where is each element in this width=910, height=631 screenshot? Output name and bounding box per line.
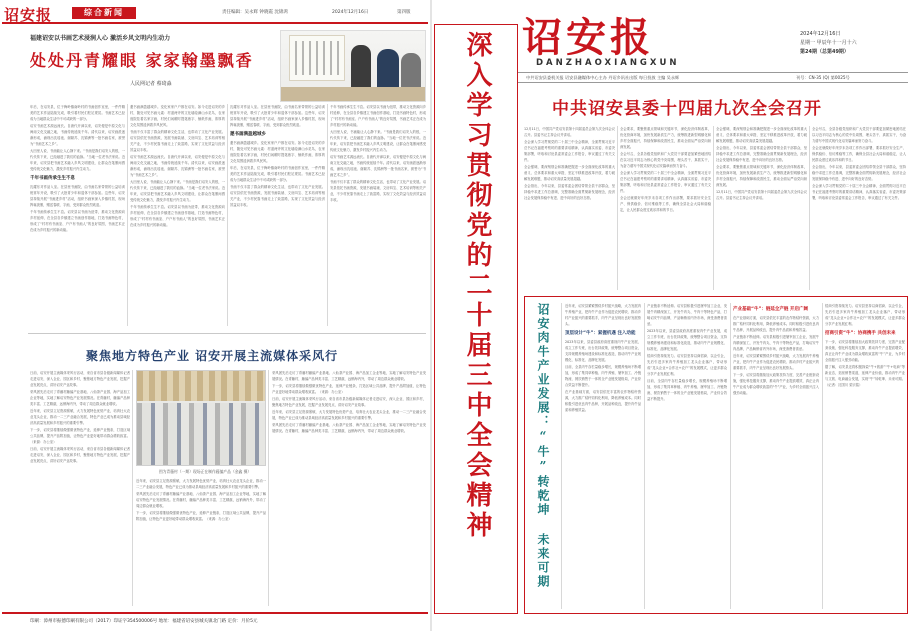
feature-byline: 人民网记者 蔡琦淼 xyxy=(130,81,172,87)
cattle-subhead: 产业基础“牛”：链延全产链 开启广阔 xyxy=(733,307,808,312)
feature-para: 大田里人说，书画能让人心静下来。“书画是我们诏安人的根，一代代传下来，已经融进了我们的血脉。”当地一位老书法家说。近年来，诏安县把书画艺术融入乡风文明建设，让群众在笔墨间感受传统文化魅力，激发乡村振兴内生动力。 xyxy=(130,180,225,202)
right-page xyxy=(432,0,910,631)
cattle-para: 下一步，诏安县将继续加大政策扶持力度，完善产业配套设施，强化科技服务支撑，推动肉牛产业提质增效，真正让肉牛产业成为群众增收致富的“牛”产业，为乡村全面振兴注入强劲动能。 xyxy=(825,340,905,362)
lead-para: 全会指出，今年以来，县委常委会团结带领全县干部群众，坚持稳中求进工作总基调，完整准确全面贯彻新发展理念，经济社会发展保持稳中有进、进中向好的良好态势。 xyxy=(812,165,906,181)
industry-para: 采风团先后走访了青藤村藤编产业基地、八仙茶产业园、海产品加工企业等地，实地了解诏安特色产业发展情况。在青藤村，藤编产品种类丰富、工艺精湛，远销海内外，带动了周边群众就业增收。 xyxy=(30,390,130,406)
feature-para: 书画不仅丰富了群众的精神文化生活，也带动了文化产业发展。诏安县依托书画资源，发展书画装裱、文房四宝、艺术培训等相关产业，不少村民靠书画走上了致富路，实现了文化效益与经济效益双丰收。 xyxy=(130,130,225,152)
section-tag: 综合新闻 xyxy=(72,7,136,19)
industry-photo xyxy=(136,370,266,466)
lead-para: 全会还就做好年终岁末各项工作作出部署，要求抓好安全生产、保供稳价、信访维稳等工作，确保全县社会大局和谐稳定，让人民群众度过欢乐祥和的节日。 xyxy=(620,196,711,212)
feature-col-1 xyxy=(30,104,125,326)
feature-col-4 xyxy=(330,104,426,326)
lead-para: 全会强调，要深刻领会和准确把握进一步全面深化改革的重大意义、总体要求和重大举措，坚定不移推进改革开放，着力破解发展难题，推动诏安高质量发展超越。 xyxy=(524,165,615,181)
cattle-para: 产业链条不断延伸。诏安县积极引进屠宰加工企业，发展牛肉精深加工，开发牛肉丸、牛肉干等特色产品，打响诏安牛肉品牌，产品畅销省内外市场，深受消费者喜爱。 xyxy=(733,335,819,351)
industry-para: 近年来，诏安县立足资源禀赋，大力发展特色优势产业，培育壮大农业龙头企业，推动一二三产业融合发展，特色产业已成为推动县域经济高质量发展和乡村振兴的重要引擎。 xyxy=(136,479,266,489)
feature-para: 邀书画满盈越城乡。变化家家户户都在诏安。如今走进诏安的乡村，随处可见书画元素：村道两旁的文化墙绘满山水花鸟，农家庭院挂着名家字画，村民们闲暇时提笔练字、铺纸作画，浓厚的文化氛围浸润着乡风民风。 xyxy=(130,105,225,127)
lead-para: 全会号召，全县各级党组织和广大党员干部要更加紧密地团结在以习近平同志为核心的党中央周围，埋头苦干、真抓实干，为奋力谱写中国式现代化诏安篇章而努力奋斗。 xyxy=(812,127,906,143)
cattle-col-3 xyxy=(733,303,819,609)
photo-table xyxy=(281,87,426,102)
cattle-section xyxy=(524,296,908,614)
feature-para: 诏安书画艺术源远流长。自唐代开漳以来，诏安便是中原文化与闽南文化交融之地，书画传统延续千年。清代以来，诏安画派逐渐形成，涌现出沈瑶池、谢颖苏、沈锦洲等一批书画名家，被誉为“书画艺术之乡”。 xyxy=(130,155,225,177)
industry-para: 日前，诏安开展主流媒体采风行活动，来自省市县各级新闻媒体记者走进诏安，深入企业、园区和乡村，聚焦地方特色产业发展，挖掘产业发展亮点，讲好诏安产业故事。 xyxy=(272,397,426,407)
cattle-col-2 xyxy=(647,303,727,609)
left-logo: 诏安报 xyxy=(4,6,53,24)
feature-kicker: 福建诏安以书画艺术浸润人心 激活乡风文明内生动力 xyxy=(30,35,171,42)
banner-serial: 刊号：CN-35 (Q) 第0025号 xyxy=(796,75,850,80)
cattle-col-1 xyxy=(565,303,641,609)
issue-no: 第24期（总第49期） xyxy=(800,49,849,55)
lead-para: 全会指出，今年以来，县委常委会团结带领全县干部群众，坚持稳中求进工作总基调，完整准确全面贯彻新发展理念，经济社会发展保持稳中有进、进中向好的良好态势。 xyxy=(524,184,615,200)
slogan-box xyxy=(434,24,518,614)
industry-col-3 xyxy=(272,370,426,606)
cattle-para: 招商引资持续发力。诏安县坚持以商招商、以企引企，先后引进多家肉牛养殖加工龙头企业落户，带动形成“龙头企业+合作社+农户”的发展模式，让更多群众分享产业发展红利。 xyxy=(647,354,727,376)
feature-col-3 xyxy=(230,104,325,326)
lead-col-1 xyxy=(524,126,615,290)
feature-para: 诏安书画艺术源远流长。自唐代开漳以来，诏安便是中原文化与闽南文化交融之地，书画传统延续千年。清代以来，诏安画派逐渐形成，涌现出沈瑶池、谢颖苏、沈锦洲等一批书画名家，被誉为“书画艺术之乡”。 xyxy=(30,124,125,146)
photo-shelf xyxy=(137,371,266,401)
feature-para: 书画不仅丰富了群众的精神文化生活，也带动了文化产业发展。诏安县依托书画资源，发展书画装裱、文房四宝、艺术培训等相关产业，不少村民靠书画走上了致富路，实现了文化效益与经济效益双丰收。 xyxy=(330,180,426,202)
lead-col-3 xyxy=(716,126,807,290)
cattle-para: 近年来，诏安县紧紧围绕乡村振兴战略，大力发展肉牛养殖产业，把肉牛产业作为促进农民增收、推动乡村产业振兴的重要抓手，肉牛产业呈现出良好发展势头。 xyxy=(733,354,819,370)
feature-para: 书画不仅丰富了群众的精神文化生活，也带动了文化产业发展。诏安县依托书画资源，发展书画装裱、文房四宝、艺术培训等相关产业，不少村民靠书画走上了致富路，实现了文化效益与经济效益双丰收。 xyxy=(230,185,325,207)
lead-para: 12月11日，中国共产党诏安县第十四届委员会第九次全体会议召开。县委书记主持会议并讲话。 xyxy=(524,127,615,137)
feature-para: 年后，在诏安县，位于梅岭镇南岭村的书画创作室里，一件件精美的艺术作品陆续完成，吸引着村民们驻足观赏。书画艺术已经成为当地群众生活中不可或缺的一部分。 xyxy=(230,166,325,182)
cattle-subhead: 招商引资“牛”：协商携手 共创未来 xyxy=(825,331,896,336)
industry-para: 日前，诏安开展主流媒体采风行活动，来自省市县各级新闻媒体记者走进诏安，深入企业、园区和乡村，聚焦地方特色产业发展，挖掘产业发展亮点，讲好诏安产业故事。 xyxy=(30,447,130,463)
cattle-para: 产业链条不断延伸。诏安县积极引进屠宰加工企业，发展牛肉精深加工，开发牛肉丸、牛肉干等特色产品，打响诏安牛肉品牌，产品畅销省内外市场，深受消费者喜爱。 xyxy=(647,304,727,326)
issue-lunar: 甲辰年十一月十六 xyxy=(816,40,857,46)
main-headline: 中共诏安县委十四届九次全会召开 xyxy=(552,99,822,119)
industry-para: 采风团先后走访了青藤村藤编产业基地、八仙茶产业园、海产品加工企业等地，实地了解诏安特色产业发展情况。在青藤村，藤编产品种类丰富、工艺精湛，远销海内外，带动了周边群众就业增收。 xyxy=(272,371,426,381)
feature-photo xyxy=(280,30,426,102)
left-date: 2024年12月16日 xyxy=(332,10,369,15)
industry-para: 采风团先后走访了青藤村藤编产业基地、八仙茶产业园、海产品加工企业等地，实地了解诏安特色产业发展情况。在青藤村，藤编产品种类丰富、工艺精湛，远销海内外，带动了周边群众就业增收。 xyxy=(136,492,266,508)
cattle-para: 在产业基础方面，诏安县依托丰富的农作物秸秆资源，大力推广秸秆饲料化利用，降低养殖成本。同时积极引进优良肉牛品种，开展品种改良，提升肉牛品质和养殖效益。 xyxy=(733,316,819,332)
feature-para: 沈耀东对作品入室。在县里书画院，由书画名家带领的公益培训班常年开设，吸引了大批青少年和退休干部参加。这些年，诏安县持续开展“书画进乡村”活动，组织书画家深入乡镇村居，现场挥毫泼墨，赠送春联、字画，受到群众热烈欢迎。 xyxy=(230,105,325,127)
left-footer xyxy=(2,612,428,628)
industry-para: 下一步，诏安县将继续做强做优特色产业，延伸产业链条，打造区域公共品牌，提升产品附加值，让特色产业更好地带动群众增收致富。（来源：办公室） xyxy=(136,511,266,521)
lead-para: 全会指出，今年以来，县委常委会团结带领全县干部群众，坚持稳中求进工作总基调，完整准确全面贯彻新发展理念，经济社会发展保持稳中有进、进中向好的良好态势。 xyxy=(716,146,807,162)
cattle-col-4 xyxy=(825,303,905,609)
cattle-para: 2023年以来，县委县政府高度重视肉牛产业发展，成立工作专班，出台扶持政策，统筹整合项目资金，支持规模养殖场建设和标准化改造，推动肉牛产业规模化、标准化、品牌化发展。 xyxy=(565,340,641,362)
masthead-pinyin: DANZHAOXIANGXUN xyxy=(536,58,680,68)
cattle-title-vert: 诏安肉牛产业发展：“牛”转乾坤 未来可期 xyxy=(536,303,550,589)
cattle-para: 在产业基础方面，诏安县依托丰富的农作物秸秆资源，大力推广秸秆饲料化利用，降低养殖成本。同时积极引进优良肉牛品种，开展品种改良，提升肉牛品质和养殖效益。 xyxy=(565,390,641,412)
feature-para: 千年书画传承生生不息。诏安县以书画为纽带，推动文化资源向乡村延伸，在全县各乡镇建立书画创作基地，打造书画特色村，形成了“村村有书画室、户户有书画人”的良好氛围，书画艺术正在成为乡村振兴的新动能。 xyxy=(30,210,125,232)
masthead-logo: 诏安报 xyxy=(522,14,654,61)
lead-col-2 xyxy=(620,126,711,290)
section-divider xyxy=(28,333,426,334)
feature-para: 诏安书画艺术源远流长。自唐代开漳以来，诏安便是中原文化与闽南文化交融之地，书画传统延续千年。清代以来，诏安画派逐渐形成，涌现出沈瑶池、谢颖苏、沈锦洲等一批书画名家，被誉为“书画艺术之乡”。 xyxy=(330,155,426,177)
industry-photo-caption: 图为青藤村（一期）现场正在制作藤编产品（金鑫 摄） xyxy=(158,469,252,474)
industry-col-2 xyxy=(136,478,266,606)
cattle-para: 2023年以来，县委县政府高度重视肉牛产业发展，成立工作专班，出台扶持政策，统筹整合项目资金，支持规模养殖场建设和标准化改造，推动肉牛产业规模化、标准化、品牌化发展。 xyxy=(647,329,727,351)
lead-para: 全会强调，要深刻领会和准确把握进一步全面深化改革的重大意义、总体要求和重大举措，坚定不移推进改革开放，着力破解发展难题，推动诏安高质量发展超越。 xyxy=(716,127,807,143)
cattle-para: 目前，全县肉牛存栏量稳步增长，规模养殖场不断增加，形成了集饲草种植、肉牛养殖、屠宰加工、冷链物流、餐饮销售于一体的全产业链发展格局，产业综合效益不断提升。 xyxy=(565,365,641,387)
slogan-text: 深入学习贯彻党的二十届三中全会精神 xyxy=(462,31,492,541)
industry-para: 近年来，诏安县立足资源禀赋，大力发展特色优势产业，培育壮大农业龙头企业，推动一二三产业融合发展，特色产业已成为推动县域经济高质量发展和乡村振兴的重要引擎。 xyxy=(272,410,426,420)
cattle-para: 据了解，诏安县还将积极探索“牛+旅游”“牛+电商”等新业态，拓宽销售渠道，延伸产业价值，推动肉牛产业与文旅、电商融合发展，实现“牛”转乾坤、未来可期。（记者：沈国川 梁宗铭） xyxy=(825,365,905,387)
lead-para: 全会深入学习贯彻党的二十届三中全会精神，全面贯彻习近平总书记在福建考察时的重要讲话精神，认真落实省委、市委决策部署，听取和讨论县委常委会工作报告，审议通过了有关文件。 xyxy=(524,140,615,162)
footer-text: 印刷：漳州市振德印刷有限公司（2017）印证字354500006号 地址：福建省诏安县城关镇北门路 定价：月价5元 xyxy=(30,619,258,624)
lead-para: 全会要求，要聚焦重点领域和关键环节，深化经济体制改革，优化营商环境，加快发展新质生产力，统筹推进新型城镇化和乡村全面振兴，持续保障和改善民生，推动全面从严治党向纵深发展。 xyxy=(620,127,711,149)
cattle-para: 近年来，诏安县紧紧围绕乡村振兴战略，大力发展肉牛养殖产业，把肉牛产业作为促进农民增收、推动乡村产业振兴的重要抓手，肉牛产业呈现出良好发展势头。 xyxy=(565,304,641,326)
cattle-para: 下一步，诏安县将继续加大政策扶持力度，完善产业配套设施，强化科技服务支撑，推动肉牛产业提质增效，真正让肉牛产业成为群众增收致富的“牛”产业，为乡村全面振兴注入强劲动能。 xyxy=(733,373,819,395)
feature-para: 邀书画满盈越城乡。变化家家户户都在诏安。如今走进诏安的乡村，随处可见书画元素：村道两旁的文化墙绘满山水花鸟，农家庭院挂着名家字画，村民们闲暇时提笔练字、铺纸作画，浓厚的文化氛围浸润着乡风民风。 xyxy=(230,141,325,163)
feature-subhead: 千年书画传承生生不息 xyxy=(30,176,75,181)
industry-para: 日前，诏安开展主流媒体采风行活动，来自省市县各级新闻媒体记者走进诏安，深入企业、园区和乡村，聚焦地方特色产业发展，挖掘产业发展亮点，讲好诏安产业故事。 xyxy=(30,371,130,387)
industry-para: 采风团先后走访了青藤村藤编产业基地、八仙茶产业园、海产品加工企业等地，实地了解诏安特色产业发展情况。在青藤村，藤编产品种类丰富、工艺精湛，远销海内外，带动了周边群众就业增收。 xyxy=(272,423,426,433)
feature-para: 大田里人说，书画能让人心静下来。“书画是我们诏安人的根，一代代传下来，已经融进了我们的血脉。”当地一位老书法家说。近年来，诏安县把书画艺术融入乡风文明建设，让群众在笔墨间感受传统文化魅力，激发乡村振兴内生动力。 xyxy=(30,149,125,171)
feature-para: 沈耀东对作品入室。在县里书画院，由书画名家带领的公益培训班常年开设，吸引了大批青少年和退休干部参加。这些年，诏安县持续开展“书画进乡村”活动，组织书画家深入乡镇村居，现场挥毫泼墨，赠送春联、字画，受到群众热烈欢迎。 xyxy=(30,185,125,207)
lead-para: 全会深入学习贯彻党的二十届三中全会精神，全面贯彻习近平总书记在福建考察时的重要讲话精神，认真落实省委、市委决策部署，听取和讨论县委常委会工作报告，审议通过了有关文件。 xyxy=(812,184,906,200)
feature-col-2 xyxy=(130,104,225,326)
industry-col-1 xyxy=(30,370,130,606)
lead-para: 全会还就做好年终岁末各项工作作出部署，要求抓好安全生产、保供稳价、信访维稳等工作，确保全县社会大局和谐稳定，让人民群众度过欢乐祥和的节日。 xyxy=(812,146,906,162)
photo-calligraphy-strokes xyxy=(295,41,339,75)
issue-date: 2024年12月16日 xyxy=(800,31,841,37)
left-page-no: 第四版 xyxy=(397,10,411,15)
lead-col-4 xyxy=(812,126,906,290)
cattle-para: 招商引资持续发力。诏安县坚持以商招商、以企引企，先后引进多家肉牛养殖加工龙头企业落户，带动形成“龙头企业+合作社+农户”的发展模式，让更多群众分享产业发展红利。 xyxy=(825,304,905,326)
industry-title: 聚焦地方特色产业 诏安开展主流媒体采风行 xyxy=(86,349,339,363)
feature-subhead: 邀书画满盈越城乡 xyxy=(230,132,266,137)
feature-para: 年后，在诏安县，位于梅岭镇南岭村的书画创作室里，一件件精美的艺术作品陆续完成，吸引着村民们驻足观赏。书画艺术已经成为当地群众生活中不可或缺的一部分。 xyxy=(30,105,125,121)
lead-para: 全会深入学习贯彻党的二十届三中全会精神，全面贯彻习近平总书记在福建考察时的重要讲话精神，认真落实省委、市委决策部署，听取和讨论县委常委会工作报告，审议通过了有关文件。 xyxy=(620,171,711,193)
cattle-para: 目前，全县肉牛存栏量稳步增长，规模养殖场不断增加，形成了集饲草种植、肉牛养殖、屠宰加工、冷链物流、餐饮销售于一体的全产业链发展格局，产业综合效益不断提升。 xyxy=(647,379,727,401)
banner-line: 中共诏安县委机关报 诏安县融媒体中心主办 丹诏乡讯社出版 每日投放 主编 吴永辉 xyxy=(526,75,680,80)
photo-workers xyxy=(137,403,266,466)
industry-para: 近年来，诏安县立足资源禀赋，大力发展特色优势产业，培育壮大农业龙头企业，推动一二三产业融合发展，特色产业已成为推动县域经济高质量发展和乡村振兴的重要引擎。 xyxy=(30,409,130,425)
feature-title: 处处丹青耀眼 家家翰墨飘香 xyxy=(30,51,254,70)
editor-line: 责任编辑：吴永辉 钟晓霞 沈锦鸿 xyxy=(222,10,288,15)
left-header xyxy=(2,2,428,24)
lead-para: 全会要求，要聚焦重点领域和关键环节，深化经济体制改革，优化营商环境，加快发展新质生产力，统筹推进新型城镇化和乡村全面振兴，持续保障和改善民生，推动全面从严治党向纵深发展。 xyxy=(716,165,807,187)
issue-info xyxy=(800,30,906,57)
cattle-subhead: 顶层设计“牛”：紧握机遇 注入动能 xyxy=(565,331,636,336)
issue-weekday: 星期一 xyxy=(800,40,816,46)
industry-para: 下一步，诏安县将继续做强做优特色产业，延伸产业链条，打造区域公共品牌，提升产品附加值，让特色产业更好地带动群众增收致富。（来源：办公室） xyxy=(30,428,130,444)
feature-para: 千年书画传承生生不息。诏安县以书画为纽带，推动文化资源向乡村延伸，在全县各乡镇建立书画创作基地，打造书画特色村，形成了“村村有书画室、户户有书画人”的良好氛围，书画艺术正在成为乡村振兴的新动能。 xyxy=(330,105,426,127)
industry-para: 下一步，诏安县将继续做强做优特色产业，延伸产业链条，打造区域公共品牌，提升产品附加值，让特色产业更好地带动群众增收致富。（来源：办公室） xyxy=(272,384,426,394)
left-page xyxy=(0,0,430,631)
lead-para: 12月11日，中国共产党诏安县第十四届委员会第九次全体会议召开。县委书记主持会议并讲话。 xyxy=(716,190,807,200)
lead-para: 全会号召，全县各级党组织和广大党员干部要更加紧密地团结在以习近平同志为核心的党中央周围，埋头苦干、真抓实干，为奋力谱写中国式现代化诏安篇章而努力奋斗。 xyxy=(620,152,711,168)
feature-para: 大田里人说，书画能让人心静下来。“书画是我们诏安人的根，一代代传下来，已经融进了我们的血脉。”当地一位老书法家说。近年来，诏安县把书画艺术融入乡风文明建设，让群众在笔墨间感受传统文化魅力，激发乡村振兴内生动力。 xyxy=(330,130,426,152)
feature-para: 千年书画传承生生不息。诏安县以书画为纽带，推动文化资源向乡村延伸，在全县各乡镇建立书画创作基地，打造书画特色村，形成了“村村有书画室、户户有书画人”的良好氛围，书画艺术正在成为乡村振兴的新动能。 xyxy=(130,205,225,227)
